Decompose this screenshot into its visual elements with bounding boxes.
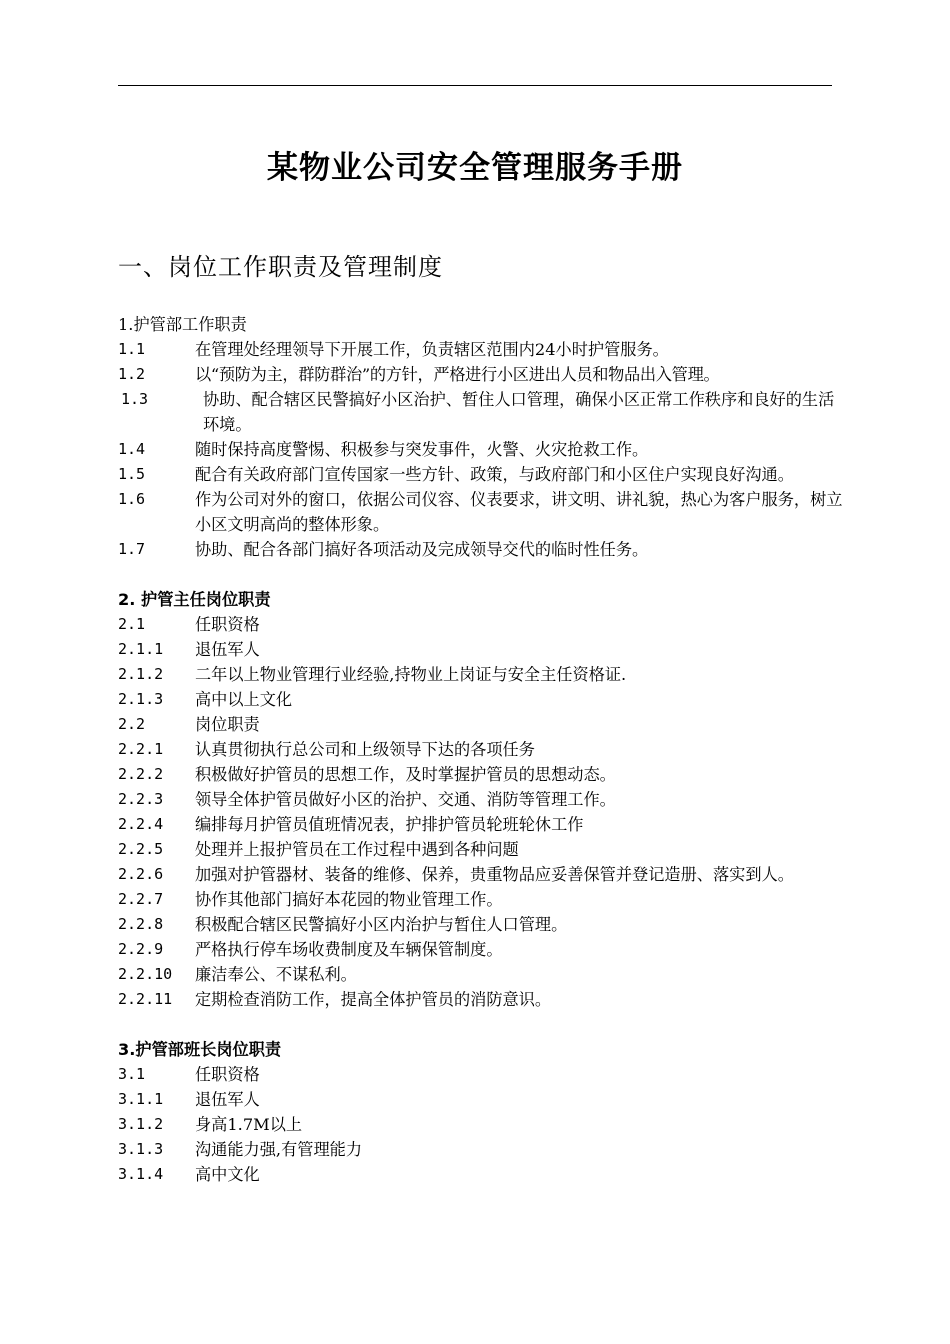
list-item bbox=[118, 637, 843, 662]
item-number: 2.2.7 bbox=[118, 890, 164, 908]
section-heading: 2. 护管主任岗位职责 bbox=[118, 590, 271, 609]
list-item bbox=[118, 962, 843, 987]
item-text: 廉洁奉公、不谋私利。 bbox=[195, 965, 357, 984]
item-text: 加强对护管器材、装备的维修、保养，贵重物品应妥善保管并登记造册、落实到人。 bbox=[195, 865, 794, 884]
item-text: 岗位职责 bbox=[195, 715, 260, 734]
item-number: 2.2.3 bbox=[118, 790, 164, 808]
item-number: 1.7 bbox=[118, 540, 146, 558]
item-number: 2.2.1 bbox=[118, 740, 164, 758]
list-item bbox=[118, 612, 843, 637]
item-text: 退伍军人 bbox=[195, 1090, 260, 1109]
list-item bbox=[118, 912, 843, 937]
list-item bbox=[118, 837, 843, 862]
item-text: 任职资格 bbox=[195, 1065, 260, 1084]
item-text: 严格执行停车场收费制度及车辆保管制度。 bbox=[195, 940, 503, 959]
item-number: 3.1.3 bbox=[118, 1140, 164, 1158]
list-item bbox=[118, 712, 843, 737]
list-item bbox=[118, 862, 843, 887]
item-number: 2.1.2 bbox=[118, 665, 164, 683]
item-number: 3.1.4 bbox=[118, 1165, 164, 1183]
item-text: 积极配合辖区民警搞好小区内治护与暂住人口管理。 bbox=[195, 915, 568, 934]
list-item bbox=[118, 787, 843, 812]
list-item bbox=[118, 1062, 843, 1087]
item-number: 3.1 bbox=[118, 1065, 146, 1083]
item-text: 高中以上文化 bbox=[195, 690, 293, 709]
item-number: 2.2.10 bbox=[118, 965, 173, 983]
list-item bbox=[118, 437, 843, 462]
item-number: 3.1.2 bbox=[118, 1115, 164, 1133]
item-number: 2.2.8 bbox=[118, 915, 164, 933]
item-number: 1.2 bbox=[118, 365, 146, 383]
item-text: 退伍军人 bbox=[195, 640, 260, 659]
list-item bbox=[118, 737, 843, 762]
item-text: 认真贯彻执行总公司和上级领导下达的各项任务 bbox=[195, 740, 535, 759]
list-item bbox=[118, 937, 843, 962]
chapter-heading: 一、岗位工作职责及管理制度 bbox=[118, 253, 443, 281]
item-text: 积极做好护管员的思想工作，及时掌握护管员的思想动态。 bbox=[195, 765, 616, 784]
item-text: 协助、配合各部门搞好各项活动及完成领导交代的临时性任务。 bbox=[195, 540, 649, 559]
list-item bbox=[118, 762, 843, 787]
section-heading: 3.护管部班长岗位职责 bbox=[118, 1040, 282, 1059]
item-number: 1.6 bbox=[118, 490, 146, 508]
list-item bbox=[118, 812, 843, 837]
item-text: 配合有关政府部门宣传国家一些方针、政策，与政府部门和小区住户实现良好沟通。 bbox=[195, 465, 794, 484]
item-text: 任职资格 bbox=[195, 615, 260, 634]
item-text: 协助、配合辖区民警搞好小区治护、暂住人口管理，确保小区正常工作秩序和良好的生活环境。 bbox=[203, 390, 835, 434]
list-item bbox=[118, 1137, 843, 1162]
item-number: 2.2.5 bbox=[118, 840, 164, 858]
item-text: 协作其他部门搞好本花园的物业管理工作。 bbox=[195, 890, 503, 909]
item-text: 定期检查消防工作，提高全体护管员的消防意识。 bbox=[195, 990, 552, 1009]
item-text: 随时保持高度警惕、积极参与突发事件，火警、火灾抢救工作。 bbox=[195, 440, 649, 459]
list-item bbox=[118, 1112, 843, 1137]
item-text: 领导全体护管员做好小区的治护、交通、消防等管理工作。 bbox=[195, 790, 616, 809]
list-item bbox=[118, 362, 843, 387]
item-number: 2.2.2 bbox=[118, 765, 164, 783]
item-text: 在管理处经理领导下开展工作，负责辖区范围内24小时护管服务。 bbox=[195, 340, 669, 359]
item-number: 1.5 bbox=[118, 465, 146, 483]
item-number: 2.2.11 bbox=[118, 990, 173, 1008]
list-item bbox=[118, 1162, 843, 1187]
item-number: 2.1.3 bbox=[118, 690, 164, 708]
section-heading: 1.护管部工作职责 bbox=[118, 315, 247, 334]
item-number: 2.1.1 bbox=[118, 640, 164, 658]
item-text: 二年以上物业管理行业经验,持物业上岗证与安全主任资格证. bbox=[195, 665, 627, 684]
list-item bbox=[118, 987, 843, 1012]
list-item bbox=[118, 1087, 843, 1112]
item-number: 1.3 bbox=[121, 390, 149, 408]
item-number: 1.4 bbox=[118, 440, 146, 458]
item-text: 编排每月护管员值班情况表，护排护管员轮班轮休工作 bbox=[195, 815, 584, 834]
header-rule bbox=[118, 85, 832, 86]
list-item bbox=[118, 462, 843, 487]
document-title: 某物业公司安全管理服务手册 bbox=[267, 150, 683, 186]
document-body bbox=[118, 312, 843, 1187]
item-text: 身高1.7M以上 bbox=[195, 1115, 303, 1134]
list-item bbox=[118, 487, 843, 537]
item-text: 作为公司对外的窗口，依据公司仪容、仪表要求，讲文明、讲礼貌，热心为客户服务，树立小区文明高尚的整体形象。 bbox=[195, 490, 843, 534]
item-text: 以“预防为主，群防群治”的方针，严格进行小区进出人员和物品出入管理。 bbox=[195, 365, 720, 384]
item-number: 2.2 bbox=[118, 715, 146, 733]
list-item bbox=[118, 387, 843, 437]
list-item bbox=[118, 887, 843, 912]
item-text: 处理并上报护管员在工作过程中遇到各种问题 bbox=[195, 840, 519, 859]
list-item bbox=[118, 537, 843, 562]
item-number: 2.2.4 bbox=[118, 815, 164, 833]
list-item bbox=[118, 662, 843, 687]
item-number: 2.2.6 bbox=[118, 865, 164, 883]
list-item bbox=[118, 337, 843, 362]
item-text: 沟通能力强,有管理能力 bbox=[195, 1140, 363, 1159]
list-item bbox=[118, 687, 843, 712]
item-number: 2.2.9 bbox=[118, 940, 164, 958]
item-number: 1.1 bbox=[118, 340, 146, 358]
item-text: 高中文化 bbox=[195, 1165, 260, 1184]
item-number: 3.1.1 bbox=[118, 1090, 164, 1108]
item-number: 2.1 bbox=[118, 615, 146, 633]
